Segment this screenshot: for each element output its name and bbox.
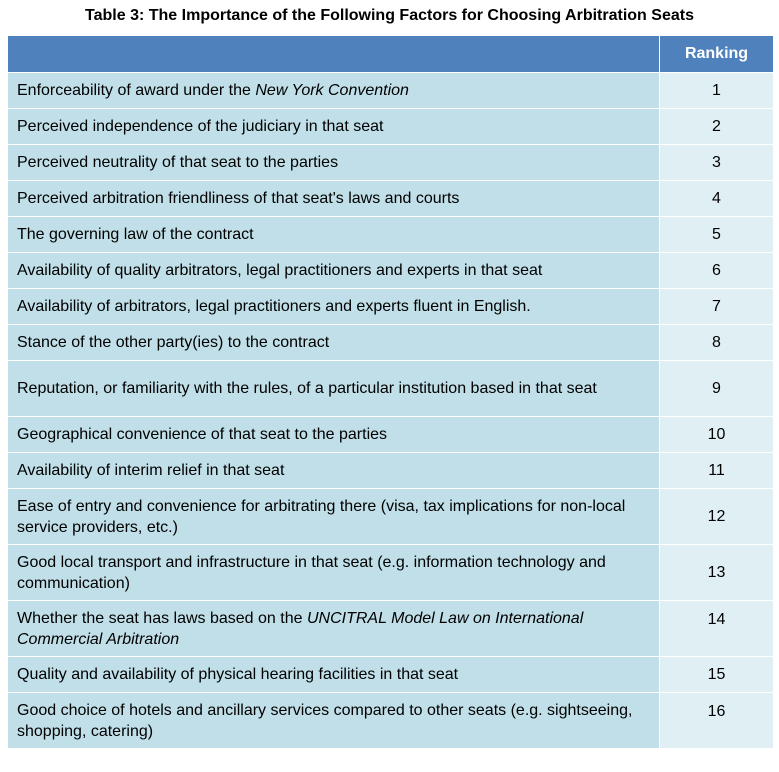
rank-cell: 7: [660, 289, 774, 325]
factor-cell: Perceived independence of the judiciary in that seat: [8, 109, 660, 145]
factor-cell: Availability of interim relief in that seat: [8, 453, 660, 489]
table-row: [8, 601, 774, 657]
factor-cell: Whether the seat has laws based on the UNCITRAL Model Law on International Commercial Arbitration: [8, 601, 660, 657]
factor-cell: Availability of arbitrators, legal practitioners and experts fluent in English.: [8, 289, 660, 325]
factor-cell: Geographical convenience of that seat to the parties: [8, 417, 660, 453]
table-row: [8, 181, 774, 217]
rank-cell: 1: [660, 73, 774, 109]
table-row: [8, 417, 774, 453]
table-row: [8, 489, 774, 545]
factors-table: [7, 35, 774, 749]
rank-cell: 8: [660, 325, 774, 361]
factor-cell: Stance of the other party(ies) to the contract: [8, 325, 660, 361]
rank-cell: 11: [660, 453, 774, 489]
rank-cell: 12: [660, 489, 774, 545]
table-row: [8, 73, 774, 109]
factor-cell: Quality and availability of physical hearing facilities in that seat: [8, 657, 660, 693]
table-row: [8, 361, 774, 417]
rank-cell: 5: [660, 217, 774, 253]
factor-cell: Good choice of hotels and ancillary services compared to other seats (e.g. sightseeing, shopping, catering): [8, 693, 660, 749]
rank-cell: 6: [660, 253, 774, 289]
factor-cell: Perceived arbitration friendliness of that seat's laws and courts: [8, 181, 660, 217]
rank-cell: 3: [660, 145, 774, 181]
table-row: [8, 453, 774, 489]
rank-cell: 15: [660, 657, 774, 693]
factor-cell: Reputation, or familiarity with the rules, of a particular institution based in that seat: [8, 361, 660, 417]
table-row: [8, 693, 774, 749]
rank-cell: 4: [660, 181, 774, 217]
factor-cell: Good local transport and infrastructure in that seat (e.g. information technology and communication): [8, 545, 660, 601]
header-ranking: Ranking: [660, 36, 774, 73]
header-factor: [8, 36, 660, 73]
table-row: [8, 109, 774, 145]
rank-cell: 10: [660, 417, 774, 453]
table-header-row: [8, 36, 774, 73]
factor-cell: Perceived neutrality of that seat to the parties: [8, 145, 660, 181]
rank-cell: 2: [660, 109, 774, 145]
table-row: [8, 289, 774, 325]
rank-cell: 13: [660, 545, 774, 601]
table-row: [8, 217, 774, 253]
rank-cell: 14: [660, 601, 774, 657]
factor-cell: Enforceability of award under the New York Convention: [8, 73, 660, 109]
factor-cell: Availability of quality arbitrators, legal practitioners and experts in that seat: [8, 253, 660, 289]
factor-cell: The governing law of the contract: [8, 217, 660, 253]
table-row: [8, 145, 774, 181]
table-row: [8, 253, 774, 289]
table-row: [8, 657, 774, 693]
rank-cell: 9: [660, 361, 774, 417]
rank-cell: 16: [660, 693, 774, 749]
table-title: Table 3: The Importance of the Following Factors for Choosing Arbitration Seats: [85, 7, 694, 24]
table-row: [8, 545, 774, 601]
factor-cell: Ease of entry and convenience for arbitrating there (visa, tax implications for non-local service providers, etc.): [8, 489, 660, 545]
table-row: [8, 325, 774, 361]
